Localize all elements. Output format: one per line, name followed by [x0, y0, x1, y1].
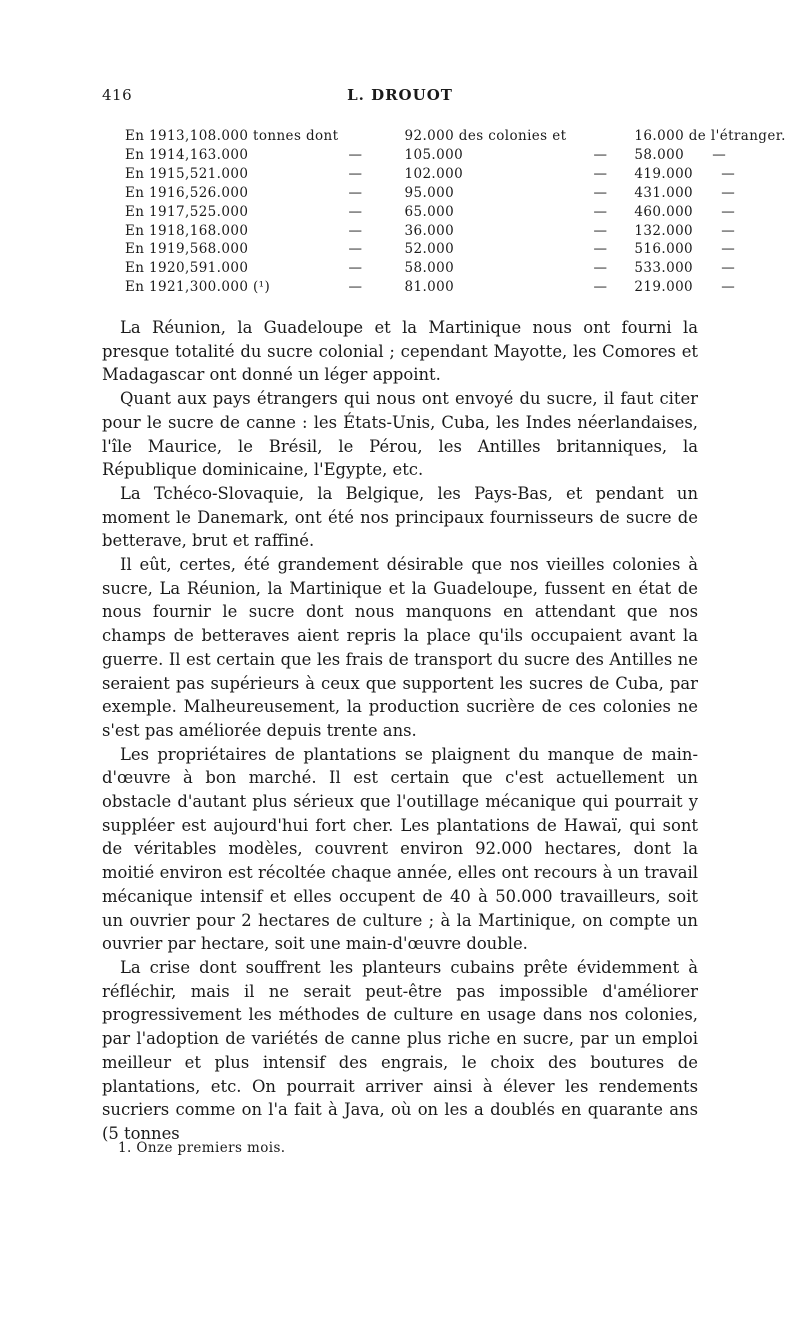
dash-cell: [338, 127, 404, 146]
paragraph: Les propriétaires de plantations se plaignent du manque de main-d'œuvre à bon marché. Il est certain que c'est actuellement un obstacle d'autant plus sérieux que l'outillage mécanique qui pourrait y suppléer est aujourd'hui fort cher. Les plantations de Hawaï, qui sont de véritables modèles, couvrent environ 92.000 hectares, dont la moitié environ est récoltée chaque année, elles ont recours à un travail mécanique intensif et elles occupent de 40 à 50.000 travailleurs, soit un ouvrier pour 2 hectares de culture ; à la Martinique, on compte un ouvrier par hectare, soit une main-d'œuvre double.: [102, 744, 698, 954]
dash-cell: —: [593, 184, 608, 201]
colonies-cell: 58.000: [404, 260, 455, 277]
paragraph: Quant aux pays étrangers qui nous ont envoyé du sucre, il faut citer pour le sucre de canne : les États-Unis, Cuba, les Indes néerlandaises, l'île Maurice, le Brésil, le Pérou, les Antilles britanniques, la République dominicaine, l'Egypte, etc.: [102, 389, 698, 480]
total-cell: 300.000 (¹): [189, 279, 271, 296]
dash-cell: —: [348, 165, 363, 182]
dash-cell: —: [348, 146, 363, 163]
colonies-cell: 102.000: [404, 165, 464, 182]
paragraph: Il eût, certes, été grandement désirable que nos vieilles colonies à sucre, La Réunion, la Martinique et la Guadeloupe, fussent en état de nous fournir le sucre dont nous manquons en attendant que nos champs de betteraves aient repris la place qu'ils occupaient avant la guerre. Il est certain que les frais de transport du sucre des Antilles ne seraient pas supérieurs à ceux que supportent les sucres de Cuba, par exemple. Malheureusement, la production sucrière de ces colonies ne s'est pas améliorée depuis trente ans.: [102, 555, 698, 740]
foreign-cell: 132.000 —: [634, 222, 736, 239]
colonies-cell: 65.000: [404, 203, 455, 220]
table-row: [125, 240, 786, 259]
colonies-cell: 92.000 des colonies et: [404, 128, 567, 144]
dash-cell: —: [348, 203, 363, 220]
year-cell: En 1919,: [125, 241, 190, 258]
running-head: L. DROUOT: [347, 86, 453, 104]
total-cell: 163.000: [189, 146, 249, 163]
dash-cell: [566, 127, 634, 146]
dash-cell: —: [593, 222, 608, 239]
dash-cell: —: [348, 184, 363, 201]
total-cell: 526.000: [189, 184, 249, 201]
paragraph: La crise dont souffrent les planteurs cubains prête évidemment à réfléchir, mais il ne serait peut-être pas impossible d'améliorer progressivement les méthodes de culture en usage dans nos colonies, par l'adoption de variétés de canne plus riche en sucre, par un emploi meilleur et plus intensif des engrais, le choix des boutures de plantations, etc. On pourrait arriver ainsi à élever les rendements sucriers comme on l'a fait à Java, où on les a doublés en quarante ans (5 tonnes: [102, 957, 698, 1143]
footnote: 1. Onze premiers mois.: [118, 1140, 286, 1156]
dash-cell: —: [593, 260, 608, 277]
colonies-cell: 105.000: [404, 146, 464, 163]
paragraph: La Tchéco-Slovaquie, la Belgique, les Pays-Bas, et pendant un moment le Danemark, ont été nos principaux fournisseurs de sucre de betterave, brut et raffiné.: [102, 483, 698, 551]
paragraph: La Réunion, la Guadeloupe et la Martinique nous ont fourni la presque totalité du sucre colonial ; cependant Mayotte, les Comores et Madagascar ont donné un léger appoint.: [102, 318, 698, 385]
foreign-cell: 58.000 —: [634, 146, 727, 163]
table-row: [125, 127, 786, 146]
table-row: [125, 146, 786, 165]
dash-cell: —: [348, 260, 363, 277]
year-cell: En 1917,: [125, 203, 190, 220]
total-cell: 168.000: [189, 222, 249, 239]
year-cell: En 1914,: [125, 146, 190, 163]
dash-cell: —: [348, 241, 363, 258]
table-row: [125, 203, 786, 222]
dash-cell: —: [593, 279, 608, 296]
total-cell: 568.000: [189, 241, 249, 258]
year-cell: En 1915,: [125, 165, 190, 182]
dash-cell: —: [593, 241, 608, 258]
dash-cell: —: [348, 222, 363, 239]
table-row: [125, 165, 786, 184]
colonies-cell: 52.000: [404, 241, 455, 258]
year-cell: En 1916,: [125, 184, 190, 201]
foreign-cell: 516.000 —: [634, 241, 736, 258]
colonies-cell: 36.000: [404, 222, 455, 239]
table-row: [125, 259, 786, 278]
body-text: [102, 316, 698, 1146]
total-cell: 525.000: [189, 203, 249, 220]
table-row: [125, 184, 786, 203]
total-cell: 521.000: [189, 165, 249, 182]
foreign-cell: 16.000 de l'étranger.: [634, 128, 786, 144]
foreign-cell: 533.000 —: [634, 260, 736, 277]
year-cell: En 1920,: [125, 260, 190, 277]
dash-cell: —: [593, 165, 608, 182]
year-cell: En 1921,: [125, 279, 190, 296]
page-header: [102, 86, 698, 116]
foreign-cell: 431.000 —: [634, 184, 736, 201]
table-row: [125, 222, 786, 241]
sugar-import-table: [125, 127, 786, 297]
dash-cell: —: [593, 203, 608, 220]
colonies-cell: 95.000: [404, 184, 455, 201]
total-cell: 108.000 tonnes dont: [189, 128, 339, 144]
colonies-cell: 81.000: [404, 279, 455, 296]
foreign-cell: 460.000 —: [634, 203, 736, 220]
year-cell: En 1918,: [125, 222, 190, 239]
year-cell: En 1913,: [125, 128, 190, 144]
dash-cell: —: [593, 146, 608, 163]
dash-cell: —: [348, 279, 363, 296]
foreign-cell: 419.000 —: [634, 165, 736, 182]
total-cell: 591.000: [189, 260, 249, 277]
page-number: 416: [102, 86, 133, 104]
table-row: [125, 278, 786, 297]
foreign-cell: 219.000 —: [634, 279, 736, 296]
